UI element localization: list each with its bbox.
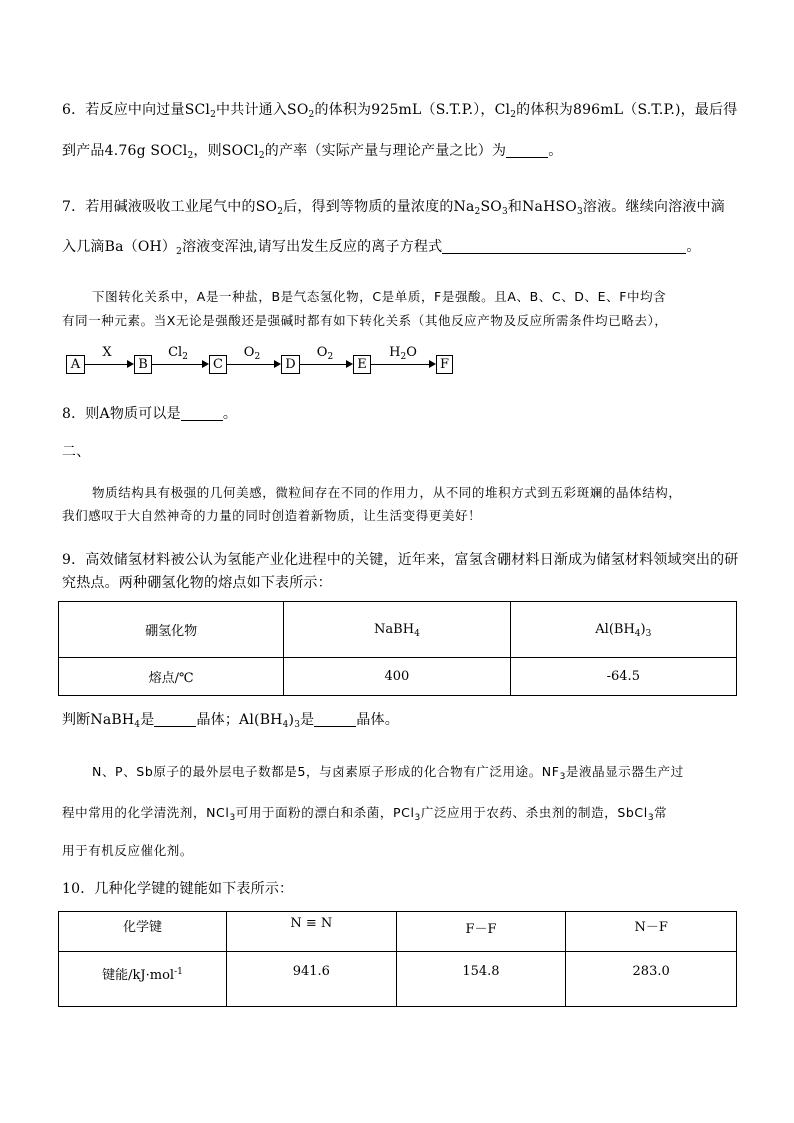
- borohydride-table: [58, 601, 737, 696]
- arrow-head-icon: [346, 360, 353, 368]
- table-header: F－F: [396, 912, 566, 952]
- flow-box-c: C: [209, 355, 227, 374]
- arrow-head-icon: [202, 360, 209, 368]
- flow-arrow-1: [85, 364, 127, 365]
- arrow-head-icon: [429, 360, 436, 368]
- intro2-line1: 物质结构具有极强的几何美感，微粒间存在不同的作用力，从不同的堆积方式到五彩斑斓的晶体结构，: [92, 485, 682, 500]
- table-header: 硼氢化物: [59, 602, 284, 658]
- table-cell: 283.0: [566, 952, 737, 1007]
- arrow-head-icon: [274, 360, 281, 368]
- intro1-line2: 有同一种元素。当X无论是强酸还是强碱时都有如下转化关系（其他反应产物及反应所需条件均已略去），: [62, 313, 668, 328]
- intro1-line1: 下图转化关系中，A是一种盐，B是气态氢化物，C是单质，F是强酸。且A、B、C、D、E、F中均含: [92, 289, 667, 304]
- intro3-line3: 用于有机反应催化剂。: [62, 843, 194, 858]
- q9-line2: 究热点。两种硼氢化物的熔点如下表所示：: [62, 575, 332, 591]
- intro2-line2: 我们感叹于大自然神奇的力量的同时创造着新物质，让生活变得更美好！: [62, 508, 482, 523]
- q9-answer-line: 判断NaBH$_4$是 晶体；$Al(BH_4)_3$是 晶体。: [62, 712, 399, 730]
- flow-box-d: D: [281, 355, 300, 374]
- q8-answer-blank[interactable]: [181, 406, 223, 421]
- table-cell: -64.5: [510, 658, 736, 696]
- bond-energy-table: [58, 911, 737, 1007]
- q6-line2: 到产品4.76g SOCl$_2$，则SOCl$_2$的产率（实际产量与理论产量之比）为 。: [62, 143, 563, 161]
- table-cell: 400: [284, 658, 510, 696]
- table-header: NaBH$_4$: [284, 602, 510, 658]
- q6-line1: 6．若反应中向过量SCl$_2$中共计通入$SO_2$的体积为925mL（S.T.P.），$Cl_2$的体积为896mL（S.T.P.)，最后得: [62, 102, 738, 120]
- flow-label-x: X: [102, 345, 112, 360]
- flow-box-f: F: [436, 355, 453, 374]
- flow-arrow-3: [227, 364, 274, 365]
- flow-box-e: E: [353, 355, 371, 374]
- table-cell: 熔点/℃: [59, 658, 284, 696]
- table-header: N－F: [566, 912, 737, 952]
- flow-arrow-4: [300, 364, 346, 365]
- flow-box-b: B: [134, 355, 152, 374]
- q8-line: 8．则A物质可以是 。: [62, 406, 238, 422]
- table-cell: 941.6: [226, 952, 396, 1007]
- q9-answer-blank-1[interactable]: [154, 712, 196, 727]
- section-heading: 二、: [62, 444, 91, 460]
- q7-answer-blank[interactable]: [442, 239, 686, 254]
- intro3-line1: N、P、Sb原子的最外层电子数都是5，与卤素原子形成的化合物有广泛用途。$NF_3$是液晶显示器生产过: [92, 764, 684, 782]
- flow-arrow-2: [152, 364, 202, 365]
- flow-label-h2o: $H_2O$: [389, 345, 417, 362]
- table-cell: 键能/kJ·mol$^{-1}$: [59, 952, 227, 1007]
- q7-line2: 入几滴$Ba(OH)_2$溶液变浑浊,请写出发生反应的离子方程式 。: [62, 239, 701, 257]
- q7-line1: 7．若用碱液吸收工业尾气中的$SO_2$后，得到等物质的量浓度的$Na_2SO_3$和NaHSO$_3$溶液。继续向溶液中滴: [62, 199, 725, 217]
- flow-box-a: A: [66, 355, 85, 374]
- table-header: $Al(BH_4)_3$: [510, 602, 736, 658]
- q6-answer-blank[interactable]: [506, 143, 548, 158]
- arrow-head-icon: [127, 360, 134, 368]
- q9-answer-blank-2[interactable]: [314, 712, 356, 727]
- flow-label-cl2: $Cl_2$: [168, 345, 188, 362]
- q9-line1: 9．高效储氢材料被公认为氢能产业化进程中的关键，近年来，富氢含硼材料日渐成为储氢材料领域突出的研: [62, 552, 739, 568]
- table-header: N ≡ N: [226, 912, 396, 952]
- flow-arrow-5: [371, 364, 429, 365]
- flow-label-o2-2: $O_2$: [316, 345, 334, 362]
- intro3-line2: 程中常用的化学清洗剂，NCl$_3$可用于面粉的漂白和杀菌，PCl$_3$广泛应用于农药、杀虫剂的制造，SbCl$_3$常: [62, 805, 668, 823]
- table-header: 化学键: [59, 912, 227, 952]
- q10-line1: 10．几种化学键的键能如下表所示：: [62, 881, 294, 897]
- flow-label-o2-1: $O_2$: [243, 345, 261, 362]
- table-cell: 154.8: [396, 952, 566, 1007]
